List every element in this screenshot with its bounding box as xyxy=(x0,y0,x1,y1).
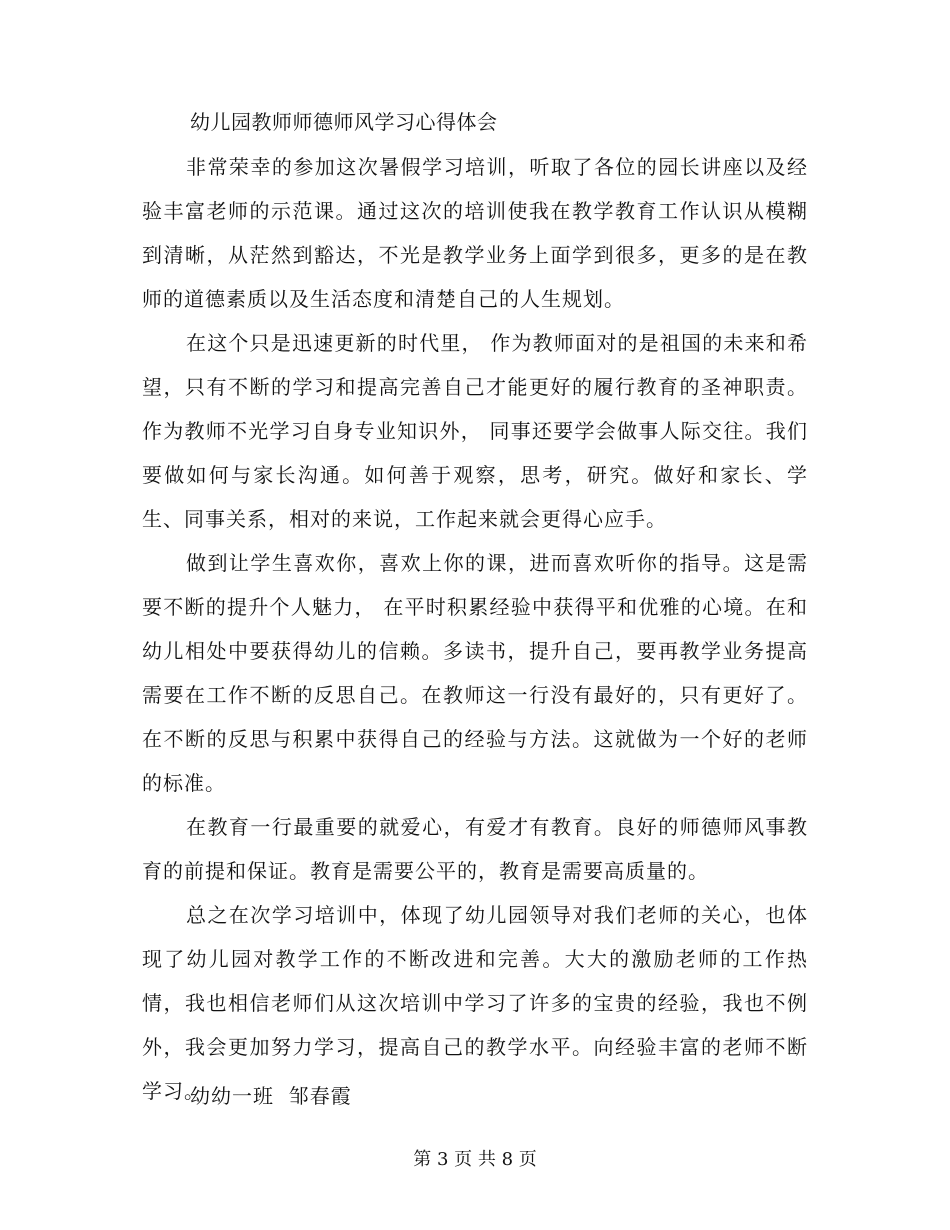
document-title: 幼儿园教师师德师风学习心得体会 xyxy=(190,110,498,134)
paragraph-2: 在这个只是迅速更新的时代里， 作为教师面对的是祖国的未来和希望，只有不断的学习和提高完善自己才能更好的履行教育的圣神职责。 作为教师不光学习自身专业知识外， 同事还要学会做事人际交往。我们要做如何与家长沟通。如何善于观察，思考，研究。做好和家长、学生、同事关系，相对的来说，工作起来就会更得心应手。 xyxy=(142,331,808,531)
paragraph-1: 非常荣幸的参加这次暑假学习培训，听取了各位的园长讲座以及经验丰富老师的示范课。通过这次的培训使我在教学教育工作认识从模糊到清晰，从茫然到豁达，不光是教学业务上面学到很多，更多的是在教师的道德素质以及生活态度和清楚自己的人生规划。 xyxy=(142,155,808,311)
signature: 幼幼一班 邹春霞 xyxy=(190,1084,352,1108)
paragraph-3: 做到让学生喜欢你，喜欢上你的课，进而喜欢听你的指导。这是需要不断的提升个人魅力， 在平时积累经验中获得平和优雅的心境。在和幼儿相处中要获得幼儿的信赖。多读书，提升自己，要再教学业务提高需要在工作不断的反思自己。在教师这一行没有最好的，只有更好了。在不断的反思与积累中获得自己的经验与方法。这就做为一个好的老师的标准。 xyxy=(142,551,808,795)
paragraph-5: 总之在次学习培训中，体现了幼儿园领导对我们老师的关心，也体现了幼儿园对教学工作的不断改进和完善。大大的激励老师的工作热情，我也相信老师们从这次培训中学习了许多的宝贵的经验，我也不例外，我会更加努力学习，提高自己的教学水平。向经验丰富的老师不断学习。 xyxy=(142,903,808,1103)
paragraph-4: 在教育一行最重要的就爱心，有爱才有教育。良好的师德师风事教育的前提和保证。教育是需要公平的，教育是需要高质量的。 xyxy=(142,815,808,883)
page-number-footer: 第 3 页 共 8 页 xyxy=(413,1149,537,1170)
document-body xyxy=(142,145,808,1113)
